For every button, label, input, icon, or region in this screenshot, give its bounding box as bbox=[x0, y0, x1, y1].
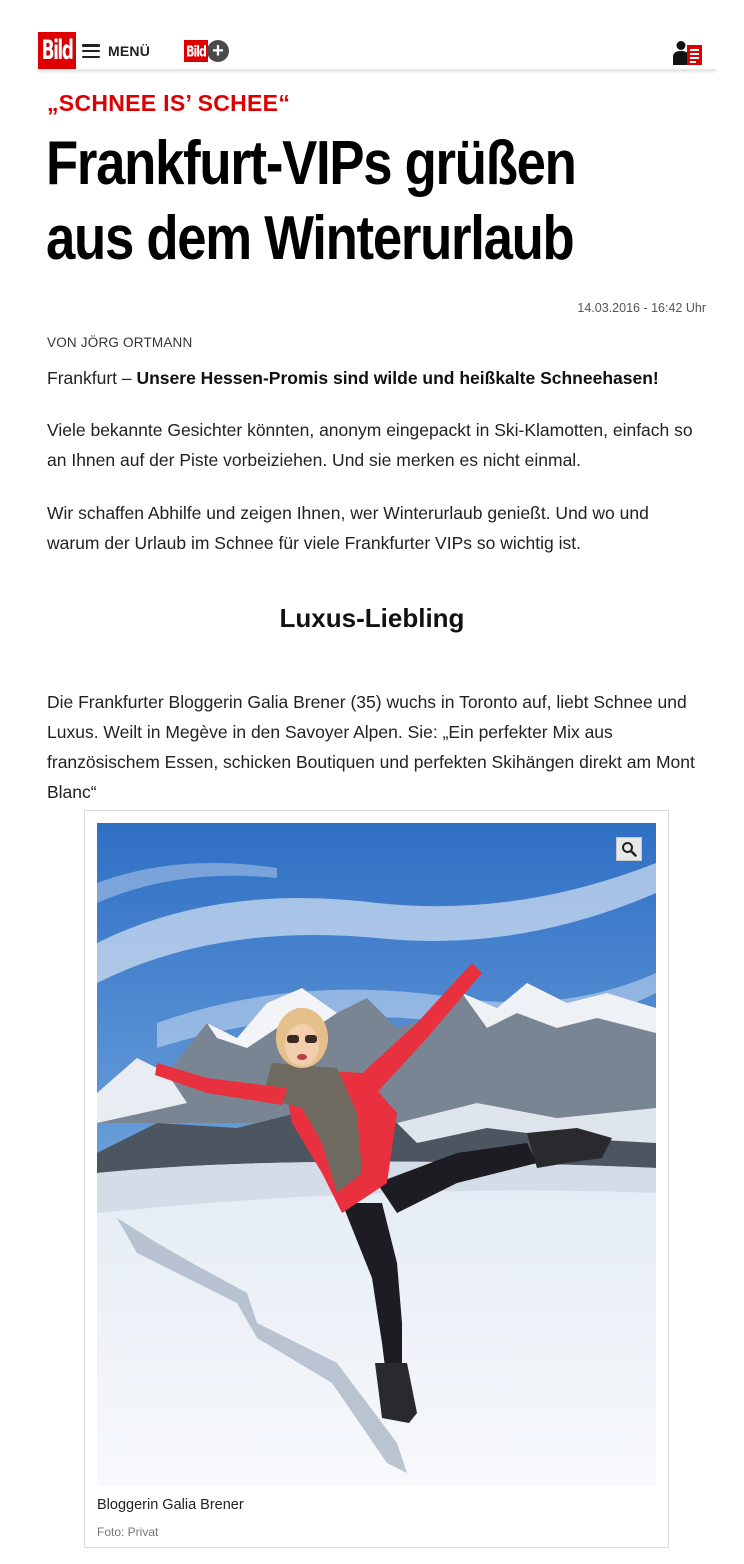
image-credit: Foto: Privat bbox=[97, 1525, 159, 1539]
article-headline bbox=[46, 126, 607, 276]
intro-text: Unsere Hessen-Promis sind wilde und heißkalte Schneehasen! bbox=[136, 368, 659, 388]
user-document-icon[interactable] bbox=[672, 40, 704, 66]
menu-label: MENÜ bbox=[108, 43, 151, 59]
intro-location: Frankfurt – bbox=[47, 368, 137, 388]
paragraph-2: Wir schaffen Abhilfe und zeigen Ihnen, wer Winterurlaub genießt. Und wo und warum der Urlaub im Schnee für viele Frankfurter VIPs so wichtig ist. bbox=[47, 503, 649, 553]
hamburger-icon bbox=[82, 44, 100, 58]
article-photo[interactable] bbox=[97, 823, 656, 1486]
article-kicker: „SCHNEE IS’ SCHEE“ bbox=[47, 90, 291, 116]
image-caption: Bloggerin Galia Brener bbox=[97, 1497, 244, 1513]
bild-logo-text: Bild bbox=[41, 35, 73, 67]
header-divider bbox=[38, 69, 716, 71]
paragraph-1: Viele bekannte Gesichter könnten, anonym eingepackt in Ski-Klamotten, einfach so an Ihnen auf der Piste vorbeiziehen. Und sie merken es nicht einmal. bbox=[47, 420, 693, 470]
photo-illustration bbox=[97, 823, 656, 1486]
section-heading: Luxus-Liebling bbox=[279, 603, 465, 633]
article-image-box bbox=[84, 810, 669, 1548]
bild-logo[interactable] bbox=[38, 32, 76, 70]
paragraph-3: Die Frankfurter Bloggerin Galia Brener (35) wuchs in Toronto auf, liebt Schnee und Luxus. Weilt in Megève in den Savoyer Alpen. Sie: „Ein perfekter Mix aus französischem Essen, schicken Boutiquen und perfekten Skihängen direkt am Mont Blanc“ bbox=[47, 692, 695, 802]
menu-button[interactable] bbox=[82, 39, 150, 63]
headline-line-1: Frankfurt-VIPs grüßen bbox=[46, 129, 576, 198]
plus-icon: + bbox=[207, 40, 229, 62]
article-intro bbox=[47, 366, 707, 390]
bildplus-logo-text: Bild bbox=[186, 41, 206, 61]
headline-line-2: aus dem Winterurlaub bbox=[46, 204, 574, 273]
bildplus-logo bbox=[184, 40, 208, 62]
author-byline: VON JÖRG ORTMANN bbox=[47, 335, 193, 350]
site-header bbox=[38, 32, 716, 70]
bildplus-link[interactable] bbox=[184, 39, 229, 63]
publish-date: 14.03.2016 - 16:42 Uhr bbox=[577, 301, 706, 315]
magnifier-icon[interactable] bbox=[616, 837, 642, 861]
